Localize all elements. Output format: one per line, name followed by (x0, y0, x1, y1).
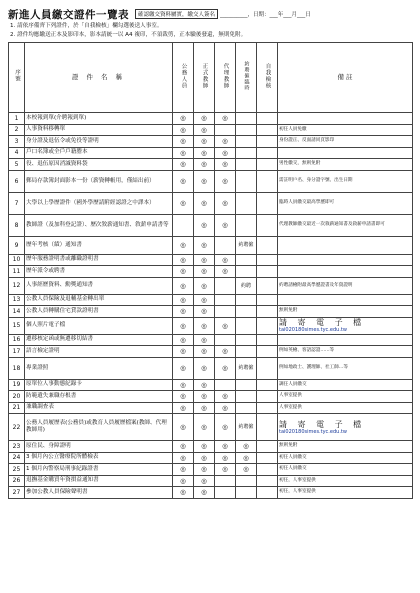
row-number: 8 (9, 214, 25, 236)
regular-teacher-mark: ◎ (194, 357, 215, 379)
table-row (9, 464, 413, 476)
row-number: 22 (9, 414, 25, 441)
substitute-teacher-mark: ◎ (215, 170, 236, 192)
contract-staff-mark: 約聘 (236, 277, 257, 294)
email-request-text: 請 寄 電 子 檔 (279, 419, 366, 429)
document-name: 大學以上學歷證件（國外學歷請附經認證之中譯本） (25, 192, 173, 214)
regular-teacher-mark: ◎ (194, 266, 215, 278)
contract-staff-mark: 約聘僱 (236, 414, 257, 441)
self-check-box[interactable] (257, 441, 278, 453)
remark: 人事室提供 (278, 391, 413, 403)
form-header (8, 6, 412, 22)
substitute-teacher-mark (215, 294, 236, 306)
remark: 約聘請檢附最高學歷證書及年資證明 (278, 277, 413, 294)
contract-staff-mark (236, 147, 257, 159)
row-number: 3 (9, 136, 25, 148)
row-number: 25 (9, 464, 25, 476)
table-row (9, 136, 413, 148)
civil-servant-mark: ◎ (173, 414, 194, 441)
remark (278, 266, 413, 278)
self-check-box[interactable] (257, 306, 278, 318)
remark: 無則免附 (278, 306, 413, 318)
civil-servant-mark: ◎ (173, 357, 194, 379)
self-check-box[interactable] (257, 487, 278, 499)
self-check-box[interactable] (257, 159, 278, 171)
remark: 初任人員免繳 (278, 124, 413, 136)
substitute-teacher-mark (215, 379, 236, 391)
regular-teacher-mark: ◎ (194, 277, 215, 294)
regular-teacher-mark: ◎ (194, 306, 215, 318)
form-title: 新進人員繳交證件一覽表 (8, 8, 129, 21)
contract-staff-mark (236, 294, 257, 306)
civil-servant-mark: ◎ (173, 379, 194, 391)
civil-servant-mark: ◎ (173, 402, 194, 414)
row-number: 20 (9, 391, 25, 403)
regular-teacher-mark: ◎ (194, 475, 215, 487)
remark: 例如英檢、客語認證……等 (278, 346, 413, 358)
remark (278, 334, 413, 346)
self-check-box[interactable] (257, 236, 278, 254)
email-address[interactable]: tai020180simes.tyc.edu.tw (279, 327, 347, 333)
remark: 初任，人事室提供 (278, 487, 413, 499)
table-row (9, 441, 413, 453)
civil-servant-mark: ◎ (173, 334, 194, 346)
row-number: 23 (9, 441, 25, 453)
contract-staff-mark (236, 192, 257, 214)
substitute-teacher-mark (215, 277, 236, 294)
row-number: 11 (9, 266, 25, 278)
self-check-box[interactable] (257, 464, 278, 476)
table-row (9, 391, 413, 403)
regular-teacher-mark: ◎ (194, 379, 215, 391)
substitute-teacher-mark: ◎ (215, 214, 236, 236)
email-address[interactable]: tai020180simes.tyc.edu.tw (279, 428, 347, 435)
contract-staff-mark: ◎ (236, 441, 257, 453)
remark: 身份證正、反面請同頁影印 (278, 136, 413, 148)
regular-teacher-mark: ◎ (194, 441, 215, 453)
document-name: 本校報到單(介聘報到單) (25, 113, 173, 125)
table-row (9, 124, 413, 136)
instruction-note-1: 1. 請依序備齊下列證件，於「自我檢核」欄勾選後送人事室。 (10, 23, 163, 29)
contract-staff-mark (236, 159, 257, 171)
row-number: 6 (9, 170, 25, 192)
table-row (9, 147, 413, 159)
contract-staff-mark (236, 379, 257, 391)
regular-teacher-mark: ◎ (194, 124, 215, 136)
table-row (9, 334, 413, 346)
document-name: 公教人員轉購住宅貸款證明書 (25, 306, 173, 318)
civil-servant-mark: ◎ (173, 391, 194, 403)
self-check-box[interactable] (257, 334, 278, 346)
substitute-teacher-mark (215, 487, 236, 499)
substitute-teacher-mark: ◎ (215, 464, 236, 476)
substitute-teacher-mark: ◎ (215, 266, 236, 278)
self-check-box[interactable] (257, 147, 278, 159)
document-name: 戶口名簿或全戶戶籍謄本 (25, 147, 173, 159)
substitute-teacher-mark: ◎ (215, 391, 236, 403)
self-check-box[interactable] (257, 402, 278, 414)
regular-teacher-mark: ◎ (194, 346, 215, 358)
civil-servant-mark: ◎ (173, 346, 194, 358)
regular-teacher-mark: ◎ (194, 192, 215, 214)
remark: 初任，人事室提供 (278, 475, 413, 487)
civil-servant-mark: ◎ (173, 236, 194, 254)
remark: 例如地政士、護理師、社工師…等 (278, 357, 413, 379)
table-row (9, 379, 413, 391)
self-check-box[interactable] (257, 452, 278, 464)
civil-servant-mark: ◎ (173, 192, 194, 214)
signature-date-line[interactable]: __________，日期：___年___月___日 (220, 12, 311, 18)
row-number: 10 (9, 254, 25, 266)
civil-servant-mark: ◎ (173, 170, 194, 192)
self-check-box[interactable] (257, 475, 278, 487)
self-check-box[interactable] (257, 357, 278, 379)
substitute-teacher-mark (215, 306, 236, 318)
regular-teacher-mark: ◎ (194, 159, 215, 171)
table-row (9, 346, 413, 358)
substitute-teacher-mark: ◎ (215, 346, 236, 358)
row-number: 27 (9, 487, 25, 499)
document-name: 3 個月內公立醫療院所體檢表 (25, 452, 173, 464)
self-check-box[interactable] (257, 317, 278, 334)
civil-servant-mark (173, 214, 194, 236)
contract-staff-mark: 約聘僱 (236, 357, 257, 379)
document-name: 郵局存款簿封面影本一份（薪資轉帳用，僅結出前） (25, 170, 173, 192)
table-row (9, 306, 413, 318)
substitute-teacher-mark (215, 475, 236, 487)
civil-servant-mark: ◎ (173, 136, 194, 148)
remark (278, 147, 413, 159)
civil-servant-mark: ◎ (173, 487, 194, 499)
table-row (9, 452, 413, 464)
remark (278, 294, 413, 306)
remark (278, 236, 413, 254)
self-check-box[interactable] (257, 346, 278, 358)
substitute-teacher-mark: ◎ (215, 136, 236, 148)
email-request-text: 請 寄 電 子 檔 (279, 318, 366, 327)
table-row (9, 192, 413, 214)
table-row (9, 254, 413, 266)
instruction-note-2: 2. 證件均應繳送正本及影印本，影本請統一以 A4 複印，不須裁剪，正本驗後發還，無則免附。 (10, 32, 247, 38)
civil-servant-mark: ◎ (173, 464, 194, 476)
self-check-box[interactable] (257, 379, 278, 391)
substitute-teacher-mark (215, 236, 236, 254)
contract-staff-mark (236, 124, 257, 136)
remark: 調任人員繳交 (278, 379, 413, 391)
document-checklist-table (8, 42, 413, 499)
substitute-teacher-mark (215, 334, 236, 346)
regular-teacher-mark: ◎ (194, 414, 215, 441)
table-row (9, 113, 413, 125)
regular-teacher-mark: ◎ (194, 334, 215, 346)
civil-servant-mark: ◎ (173, 306, 194, 318)
row-number: 21 (9, 402, 25, 414)
document-name: 人事資料移轉單 (25, 124, 173, 136)
contract-staff-mark (236, 254, 257, 266)
substitute-teacher-mark: ◎ (215, 159, 236, 171)
regular-teacher-mark: ◎ (194, 317, 215, 334)
table-row (9, 159, 413, 171)
civil-servant-mark: ◎ (173, 452, 194, 464)
substitute-teacher-mark: ◎ (215, 147, 236, 159)
row-number: 1 (9, 113, 25, 125)
civil-servant-mark: ◎ (173, 254, 194, 266)
contract-staff-mark (236, 266, 257, 278)
document-name: 兼職調查表 (25, 402, 173, 414)
document-name: 歷年派令或聘書 (25, 266, 173, 278)
document-name: 專業證照 (25, 357, 173, 379)
civil-servant-mark: ◎ (173, 475, 194, 487)
table-row (9, 357, 413, 379)
row-number: 7 (9, 192, 25, 214)
document-name: 1 個月內警察局刑事紀錄證書 (25, 464, 173, 476)
substitute-teacher-mark: ◎ (215, 414, 236, 441)
table-row (9, 236, 413, 254)
remark: 代理教師繳交最近一次敘薪通知書及敘薪申請書即可 (278, 214, 413, 236)
row-number: 24 (9, 452, 25, 464)
substitute-teacher-mark: ◎ (215, 402, 236, 414)
civil-servant-mark: ◎ (173, 441, 194, 453)
document-name: 防範遺失兼職存根書 (25, 391, 173, 403)
substitute-teacher-mark: ◎ (215, 452, 236, 464)
row-number: 4 (9, 147, 25, 159)
self-check-box[interactable] (257, 113, 278, 125)
regular-teacher-mark: ◎ (194, 464, 215, 476)
contract-staff-mark (236, 487, 257, 499)
contract-staff-mark (236, 402, 257, 414)
header-name: 證 件 名 稱 (25, 43, 173, 113)
row-number: 2 (9, 124, 25, 136)
self-check-box[interactable] (257, 277, 278, 294)
row-number: 15 (9, 317, 25, 334)
table-row (9, 487, 413, 499)
contract-staff-mark (236, 334, 257, 346)
remark: 臨時人員繳交最高學歷即可 (278, 192, 413, 214)
substitute-teacher-mark: ◎ (215, 254, 236, 266)
table-row (9, 414, 413, 441)
table-row (9, 294, 413, 306)
regular-teacher-mark: ◎ (194, 254, 215, 266)
civil-servant-mark: ◎ (173, 113, 194, 125)
remark: 男性繳交，無則免附 (278, 159, 413, 171)
remark: 需註明戶名、身分證字號、出生日期 (278, 170, 413, 192)
contract-staff-mark (236, 170, 257, 192)
document-name: 人事經歷資料、勳獎通知書 (25, 277, 173, 294)
header-civil: 公務人員 (173, 43, 194, 113)
remark: 人事室提供 (278, 402, 413, 414)
document-name: 歷年服務證明書或離職證明書 (25, 254, 173, 266)
self-check-box[interactable] (257, 170, 278, 192)
header-regular-teacher: 正式教師 (194, 43, 215, 113)
substitute-teacher-mark: ◎ (215, 317, 236, 334)
substitute-teacher-mark: ◎ (215, 441, 236, 453)
contract-staff-mark: 約聘僱 (236, 236, 257, 254)
header-no: 序號 (9, 43, 25, 113)
document-name: 原單位人事動態紀錄卡 (25, 379, 173, 391)
remark (278, 113, 413, 125)
table-row (9, 317, 413, 334)
document-name: 參加公教人員保險聲明書 (25, 487, 173, 499)
table-row (9, 170, 413, 192)
header-contract: 約聘僱臨時 (236, 43, 257, 113)
substitute-teacher-mark: ◎ (215, 192, 236, 214)
civil-servant-mark: ◎ (173, 294, 194, 306)
row-number: 18 (9, 357, 25, 379)
header-remarks: 備 註 (278, 43, 413, 113)
table-header-row (9, 43, 413, 113)
document-name: 退撫基金購買年資損益通知書 (25, 475, 173, 487)
row-number: 13 (9, 294, 25, 306)
self-check-box[interactable] (257, 192, 278, 214)
document-name: 個人照片電子檔 (25, 317, 173, 334)
header-substitute-teacher: 代理教師 (215, 43, 236, 113)
regular-teacher-mark: ◎ (194, 236, 215, 254)
civil-servant-mark: ◎ (173, 147, 194, 159)
substitute-teacher-mark: ◎ (215, 357, 236, 379)
regular-teacher-mark: ◎ (194, 391, 215, 403)
regular-teacher-mark: ◎ (194, 402, 215, 414)
row-number: 12 (9, 277, 25, 294)
civil-servant-mark: ◎ (173, 277, 194, 294)
table-row (9, 214, 413, 236)
remark (278, 414, 413, 441)
self-check-box[interactable] (257, 294, 278, 306)
row-number: 14 (9, 306, 25, 318)
table-row (9, 266, 413, 278)
regular-teacher-mark: ◎ (194, 214, 215, 236)
civil-servant-mark: ◎ (173, 317, 194, 334)
self-check-box[interactable] (257, 254, 278, 266)
substitute-teacher-mark: ◎ (215, 113, 236, 125)
remark (278, 254, 413, 266)
regular-teacher-mark: ◎ (194, 147, 215, 159)
self-check-box[interactable] (257, 124, 278, 136)
regular-teacher-mark: ◎ (194, 294, 215, 306)
contract-staff-mark (236, 346, 257, 358)
remark: 無則免附 (278, 441, 413, 453)
contract-staff-mark: ◎ (236, 464, 257, 476)
confirmation-note: 確認繳交資料屬實，繳交人簽名 (135, 9, 218, 19)
contract-staff-mark (236, 113, 257, 125)
civil-servant-mark: ◎ (173, 159, 194, 171)
self-check-box[interactable] (257, 136, 278, 148)
table-row (9, 475, 413, 487)
table-row (9, 402, 413, 414)
remark (278, 317, 413, 334)
document-name: 役、退伍原因消滅資料袋 (25, 159, 173, 171)
document-name: 歷年考核（績）通知書 (25, 236, 173, 254)
remark: 初任人員繳交 (278, 452, 413, 464)
row-number: 9 (9, 236, 25, 254)
document-name: 公務人員履歷表(公務員)或教育人員履歷檔案(教師、代理教師用) (25, 414, 173, 441)
row-number: 16 (9, 334, 25, 346)
table-row (9, 277, 413, 294)
contract-staff-mark (236, 214, 257, 236)
civil-servant-mark: ◎ (173, 124, 194, 136)
self-check-box[interactable] (257, 391, 278, 403)
contract-staff-mark (236, 391, 257, 403)
row-number: 17 (9, 346, 25, 358)
self-check-box[interactable] (257, 266, 278, 278)
row-number: 19 (9, 379, 25, 391)
civil-servant-mark: ◎ (173, 266, 194, 278)
regular-teacher-mark: ◎ (194, 170, 215, 192)
substitute-teacher-mark (215, 124, 236, 136)
document-name: 原住民、身障證明 (25, 441, 173, 453)
regular-teacher-mark: ◎ (194, 452, 215, 464)
self-check-box[interactable] (257, 414, 278, 441)
regular-teacher-mark: ◎ (194, 136, 215, 148)
contract-staff-mark (236, 306, 257, 318)
document-name: 身分證及退伍令或免役等證明 (25, 136, 173, 148)
document-name: 語言檢定證明 (25, 346, 173, 358)
self-check-box[interactable] (257, 214, 278, 236)
header-self-check: 自我檢核 (257, 43, 278, 113)
contract-staff-mark (236, 475, 257, 487)
row-number: 5 (9, 159, 25, 171)
regular-teacher-mark: ◎ (194, 113, 215, 125)
regular-teacher-mark: ◎ (194, 487, 215, 499)
contract-staff-mark (236, 136, 257, 148)
document-name: 公教人員保險及退輔基金轉出單 (25, 294, 173, 306)
remark: 初任人員繳交 (278, 464, 413, 476)
document-name: 遷移核定函或無遷移切結書 (25, 334, 173, 346)
contract-staff-mark: ◎ (236, 452, 257, 464)
row-number: 26 (9, 475, 25, 487)
document-name: 教師證（及加科登記證）、歷次敘薪通知書、敘薪申請書等 (25, 214, 173, 236)
contract-staff-mark (236, 317, 257, 334)
